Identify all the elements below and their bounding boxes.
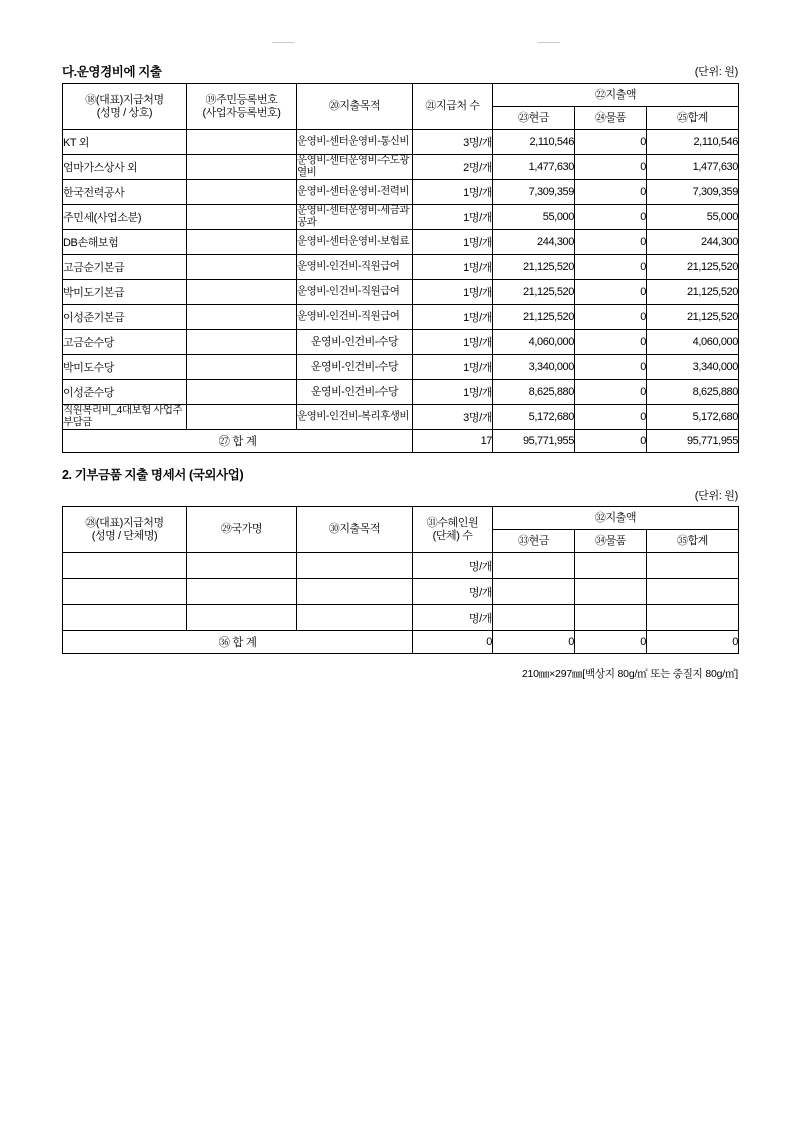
header-payee [63, 84, 187, 130]
cell2-total [647, 553, 739, 579]
cell2-beneficiary: 명/개 [413, 605, 493, 631]
table-total-row [63, 430, 739, 453]
header2-goods: ㉞물품 [575, 530, 647, 553]
cell-purpose-text: 운영비-센터운영비-수도광열비 [297, 154, 410, 178]
cell2-country [187, 553, 297, 579]
cell-total: 7,309,359 [647, 180, 739, 205]
total2-cash: 0 [493, 631, 575, 654]
header2-total: ㉟합계 [647, 530, 739, 553]
header-purpose: ⑳지출목적 [297, 84, 413, 130]
cell2-beneficiary: 명/개 [413, 553, 493, 579]
cell-resident-no [187, 405, 297, 430]
header-payee-sub: (성명 / 상호) [96, 106, 153, 119]
cell-purpose [297, 380, 413, 405]
cell-payee: 박미도기본급 [63, 280, 187, 305]
cell-purpose [297, 305, 413, 330]
table-header-row-1 [63, 84, 739, 107]
cell2-payee [63, 553, 187, 579]
cell-cash: 7,309,359 [493, 180, 575, 205]
cell-cash: 21,125,520 [493, 255, 575, 280]
cell2-purpose [297, 579, 413, 605]
cell-resident-no [187, 155, 297, 180]
cell-resident-no [187, 180, 297, 205]
cell-purpose-text: 운영비-인건비-직원급여 [297, 310, 400, 323]
total-label: ㉗ 합 계 [63, 430, 413, 453]
cell-resident-no [187, 355, 297, 380]
total2-label: ㊱ 합 계 [63, 631, 413, 654]
cell-cash: 1,477,630 [493, 155, 575, 180]
cell-total: 244,300 [647, 230, 739, 255]
cell-goods: 0 [575, 130, 647, 155]
scan-artifact-right [538, 42, 560, 43]
header-count: ㉑지급처 수 [413, 84, 493, 130]
cell2-country [187, 605, 297, 631]
cell-total: 5,172,680 [647, 405, 739, 430]
cell-payee: 주민세(사업소분) [63, 205, 187, 230]
cell-purpose [297, 130, 413, 155]
cell2-beneficiary: 명/개 [413, 579, 493, 605]
cell-goods: 0 [575, 205, 647, 230]
cell-payee: KT 외 [63, 130, 187, 155]
cell-cash: 3,340,000 [493, 355, 575, 380]
cell-payee: 엄마가스상사 외 [63, 155, 187, 180]
cell-count: 1명/개 [413, 180, 493, 205]
total-total: 95,771,955 [647, 430, 739, 453]
cell-purpose [297, 155, 413, 180]
cell-payee: 고금순수당 [63, 330, 187, 355]
cell-count: 3명/개 [413, 130, 493, 155]
cell-goods: 0 [575, 355, 647, 380]
cell2-payee [63, 579, 187, 605]
cell-goods: 0 [575, 255, 647, 280]
header-payee-main: ⑱(대표)지급처명 [85, 93, 164, 106]
cell-goods: 0 [575, 230, 647, 255]
cell-purpose-text: 운영비-인건비-수당 [310, 335, 399, 348]
header-cash: ㉓현금 [493, 107, 575, 130]
cell-purpose [297, 330, 413, 355]
cell-resident-no [187, 130, 297, 155]
cell-count: 1명/개 [413, 255, 493, 280]
cell-resident-no [187, 280, 297, 305]
header-resident-no-main: ⑲주민등록번호 [205, 93, 278, 106]
header-total: ㉕합계 [647, 107, 739, 130]
cell-total: 21,125,520 [647, 255, 739, 280]
cell-total: 1,477,630 [647, 155, 739, 180]
table-row [63, 605, 739, 631]
cell-resident-no [187, 230, 297, 255]
cell-payee [63, 405, 187, 430]
header-resident-no-sub: (사업자등록번호) [202, 106, 281, 119]
cell-count: 1명/개 [413, 230, 493, 255]
cell-cash: 55,000 [493, 205, 575, 230]
table-row [63, 305, 739, 330]
table-row [63, 280, 739, 305]
total2-goods: 0 [575, 631, 647, 654]
cell-goods: 0 [575, 155, 647, 180]
cell-goods: 0 [575, 405, 647, 430]
cell-purpose-text: 운영비-인건비-수당 [310, 360, 399, 373]
cell-purpose-text: 운영비-센터운영비-보험료 [297, 235, 410, 248]
operating-expense-rows [63, 130, 739, 453]
cell-payee: 고금순기본급 [63, 255, 187, 280]
cell-purpose-text: 운영비-인건비-직원급여 [297, 285, 400, 298]
cell-purpose-text: 운영비-인건비-직원급여 [297, 260, 400, 273]
cell-resident-no [187, 205, 297, 230]
header2-beneficiary-main: ㉛수혜인원 [426, 516, 479, 529]
section1-header [62, 62, 738, 80]
header2-payee-sub: (성명 / 단체명) [91, 529, 158, 542]
cell-resident-no [187, 255, 297, 280]
operating-expense-table [62, 83, 739, 453]
cell2-payee [63, 605, 187, 631]
cell-payee: DB손해보험 [63, 230, 187, 255]
cell-total: 55,000 [647, 205, 739, 230]
cell-purpose-text: 운영비-센터운영비-전력비 [297, 185, 410, 198]
paper-spec-footnote: 210㎜×297㎜[백상지 80g/㎡ 또는 중질지 80g/㎡] [521, 668, 738, 680]
section1-unit-label: (단위: 원) [694, 66, 738, 78]
cell-total: 21,125,520 [647, 305, 739, 330]
cell-count: 1명/개 [413, 380, 493, 405]
cell2-purpose [297, 553, 413, 579]
cell-count: 1명/개 [413, 355, 493, 380]
cell-payee: 한국전력공사 [63, 180, 187, 205]
cell2-total [647, 605, 739, 631]
document-content [62, 62, 738, 681]
cell2-goods [575, 579, 647, 605]
table2-total-row [63, 631, 739, 654]
header-goods: ㉔물품 [575, 107, 647, 130]
cell-total: 3,340,000 [647, 355, 739, 380]
table-row [63, 380, 739, 405]
cell-count: 1명/개 [413, 305, 493, 330]
cell-payee: 이성준수당 [63, 380, 187, 405]
cell-purpose [297, 230, 413, 255]
cell-purpose-text: 운영비-센터운영비-세금과공과 [297, 204, 410, 228]
cell-purpose-text: 운영비-센터운영비-통신비 [297, 135, 410, 148]
overseas-donation-table [62, 506, 739, 654]
cell-cash: 21,125,520 [493, 280, 575, 305]
total-goods: 0 [575, 430, 647, 453]
total2-beneficiary: 0 [413, 631, 493, 654]
cell2-purpose [297, 605, 413, 631]
cell-purpose [297, 255, 413, 280]
total-count: 17 [413, 430, 493, 453]
cell-purpose [297, 355, 413, 380]
cell-purpose-text: 운영비-인건비-수당 [310, 385, 399, 398]
table-row [63, 205, 739, 230]
header2-payee [63, 507, 187, 553]
section2-title: 2. 기부금품 지출 명세서 (국외사업) [62, 468, 244, 482]
table-row [63, 405, 739, 430]
header2-beneficiary [413, 507, 493, 553]
cell2-cash [493, 579, 575, 605]
cell-goods: 0 [575, 305, 647, 330]
header2-country: ㉙국가명 [187, 507, 297, 553]
cell-cash: 4,060,000 [493, 330, 575, 355]
table-row [63, 255, 739, 280]
table-row [63, 130, 739, 155]
cell-total: 8,625,880 [647, 380, 739, 405]
cell-total: 21,125,520 [647, 280, 739, 305]
section2-unit-label: (단위: 원) [694, 490, 738, 502]
cell-cash: 21,125,520 [493, 305, 575, 330]
cell-count: 2명/개 [413, 155, 493, 180]
cell-cash: 5,172,680 [493, 405, 575, 430]
total-cash: 95,771,955 [493, 430, 575, 453]
cell2-total [647, 579, 739, 605]
cell2-cash [493, 553, 575, 579]
table-row [63, 579, 739, 605]
cell-purpose [297, 280, 413, 305]
table-row [63, 553, 739, 579]
header2-beneficiary-sub: (단체) 수 [432, 529, 473, 542]
cell-purpose [297, 405, 413, 430]
section2-header [62, 465, 738, 503]
table2-header-row-1 [63, 507, 739, 530]
section1-title: 다.운영경비에 지출 [62, 65, 162, 79]
cell-cash: 244,300 [493, 230, 575, 255]
cell-total: 4,060,000 [647, 330, 739, 355]
table-row [63, 180, 739, 205]
cell-purpose [297, 180, 413, 205]
cell-payee: 이성준기본급 [63, 305, 187, 330]
cell-cash: 2,110,546 [493, 130, 575, 155]
cell-purpose [297, 205, 413, 230]
cell-goods: 0 [575, 280, 647, 305]
table-row [63, 230, 739, 255]
cell-total: 2,110,546 [647, 130, 739, 155]
header-amount: ㉒지출액 [493, 84, 739, 107]
cell-resident-no [187, 330, 297, 355]
scan-artifact-left [272, 42, 294, 43]
cell-payee: 박미도수당 [63, 355, 187, 380]
cell-goods: 0 [575, 180, 647, 205]
total2-total: 0 [647, 631, 739, 654]
cell-resident-no [187, 380, 297, 405]
cell-goods: 0 [575, 380, 647, 405]
cell-count: 1명/개 [413, 205, 493, 230]
cell2-cash [493, 605, 575, 631]
table-row [63, 355, 739, 380]
cell-count: 1명/개 [413, 330, 493, 355]
cell-count: 3명/개 [413, 405, 493, 430]
cell-payee-text: 직원복리비_4대보험 사업주부담금 [63, 404, 183, 428]
header-resident-no [187, 84, 297, 130]
table-row [63, 330, 739, 355]
table-row [63, 155, 739, 180]
overseas-donation-rows [63, 553, 739, 654]
cell2-country [187, 579, 297, 605]
cell-resident-no [187, 305, 297, 330]
cell2-goods [575, 553, 647, 579]
cell2-goods [575, 605, 647, 631]
cell-cash: 8,625,880 [493, 380, 575, 405]
header2-payee-main: ㉘(대표)지급처명 [85, 516, 164, 529]
header2-cash: ㉝현금 [493, 530, 575, 553]
header2-amount: ㉜지출액 [493, 507, 739, 530]
cell-count: 1명/개 [413, 280, 493, 305]
cell-purpose-text: 운영비-인건비-복리후생비 [297, 410, 410, 423]
cell-goods: 0 [575, 330, 647, 355]
header2-purpose: ㉚지출목적 [297, 507, 413, 553]
